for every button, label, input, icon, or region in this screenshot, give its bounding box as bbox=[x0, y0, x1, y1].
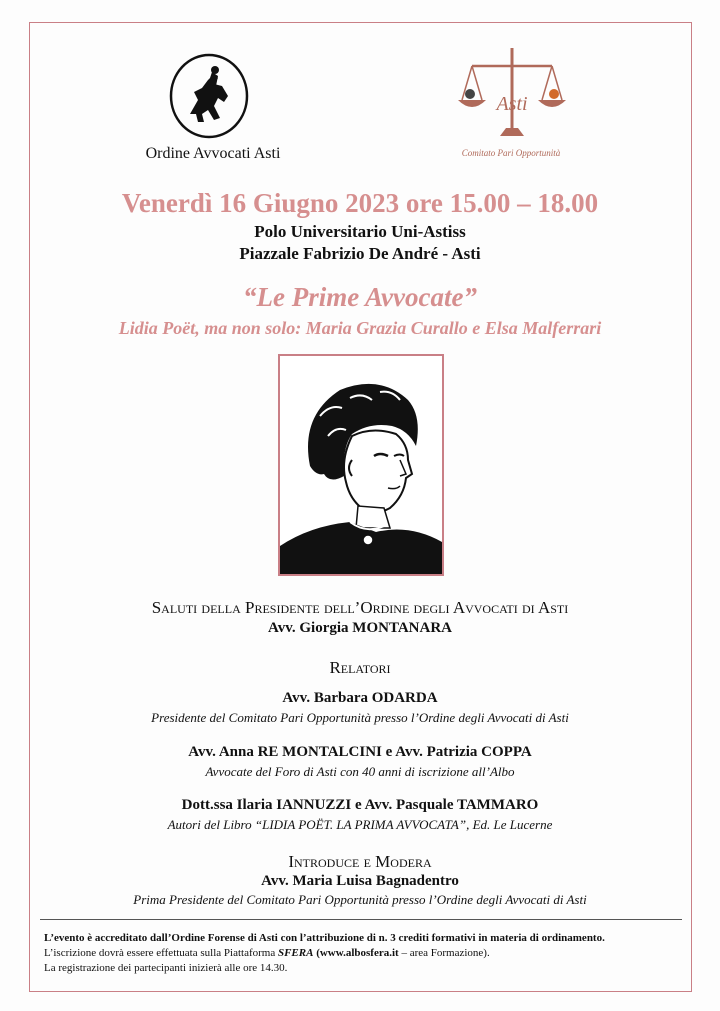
speaker-2-name: Avv. Anna RE MONTALCINI e Avv. Patrizia COPPA bbox=[188, 744, 532, 760]
footer-start-time: La registrazione dei partecipanti inizierà alle ore 14.30. bbox=[44, 962, 288, 974]
speaker-2-desc: Avvocate del Foro di Asti con 40 anni di iscrizione all’Albo bbox=[205, 764, 515, 779]
speaker-3-desc: Autori del Libro “LIDIA POËT. LA PRIMA AVVOCATA”, Ed. Le Lucerne bbox=[167, 817, 553, 832]
lidia-poet-portrait-icon bbox=[278, 354, 444, 576]
sfera-platform-name: SFERA bbox=[277, 947, 314, 959]
event-title: “Le Prime Avvocate” bbox=[243, 282, 477, 312]
scales-of-justice-icon bbox=[452, 40, 570, 148]
footer-accreditation: L’evento è accreditato dall’Ordine Forense di Asti con l’attribuzione di n. 3 crediti formativi in materia di ordinamento. bbox=[44, 932, 605, 944]
footer-divider bbox=[40, 919, 682, 920]
footer-registration-text: L’iscrizione dovrà essere effettuata sulla Piattaforma bbox=[44, 947, 278, 959]
speaker-1-desc: Presidente del Comitato Pari Opportunità presso l’Ordine degli Avvocati di Asti bbox=[151, 710, 569, 725]
moderator-desc: Prima Presidente del Comitato Pari Opportunità presso l’Ordine degli Avvocati di Asti bbox=[133, 892, 587, 907]
footer-registration-area: – area Formazione). bbox=[398, 947, 490, 959]
greetings-heading: Saluti della Presidente dell’Ordine degli Avvocati di Asti bbox=[151, 598, 569, 617]
footer-registration bbox=[44, 947, 684, 959]
speaker-3-name: Dott.ssa Ilaria IANNUZZI e Avv. Pasquale TAMMARO bbox=[181, 797, 539, 813]
event-date: Venerdì 16 Giugno 2023 ore 15.00 – 18.00 bbox=[121, 188, 599, 218]
venue-line-2: Piazzale Fabrizio De André - Asti bbox=[239, 244, 481, 263]
event-subtitle: Lidia Poët, ma non solo: Maria Grazia Curallo e Elsa Malferrari bbox=[118, 318, 602, 338]
greetings-name: Avv. Giorgia MONTANARA bbox=[267, 620, 452, 636]
horse-rider-emblem-icon bbox=[168, 52, 250, 140]
speaker-1-name: Avv. Barbara ODARDA bbox=[282, 690, 438, 706]
org-name: Ordine Avvocati Asti bbox=[145, 145, 281, 162]
speakers-heading: Relatori bbox=[329, 658, 391, 677]
svg-text:Asti: Asti bbox=[496, 93, 528, 115]
moderator-heading: Introduce e Modera bbox=[288, 852, 432, 871]
venue-line-1: Polo Universitario Uni-Astiss bbox=[254, 222, 466, 241]
sfera-link[interactable]: (www.albosfera.it bbox=[313, 947, 399, 959]
moderator-name: Avv. Maria Luisa Bagnadentro bbox=[261, 873, 459, 889]
committee-logo-text: Comitato Pari Opportunità bbox=[461, 148, 561, 158]
